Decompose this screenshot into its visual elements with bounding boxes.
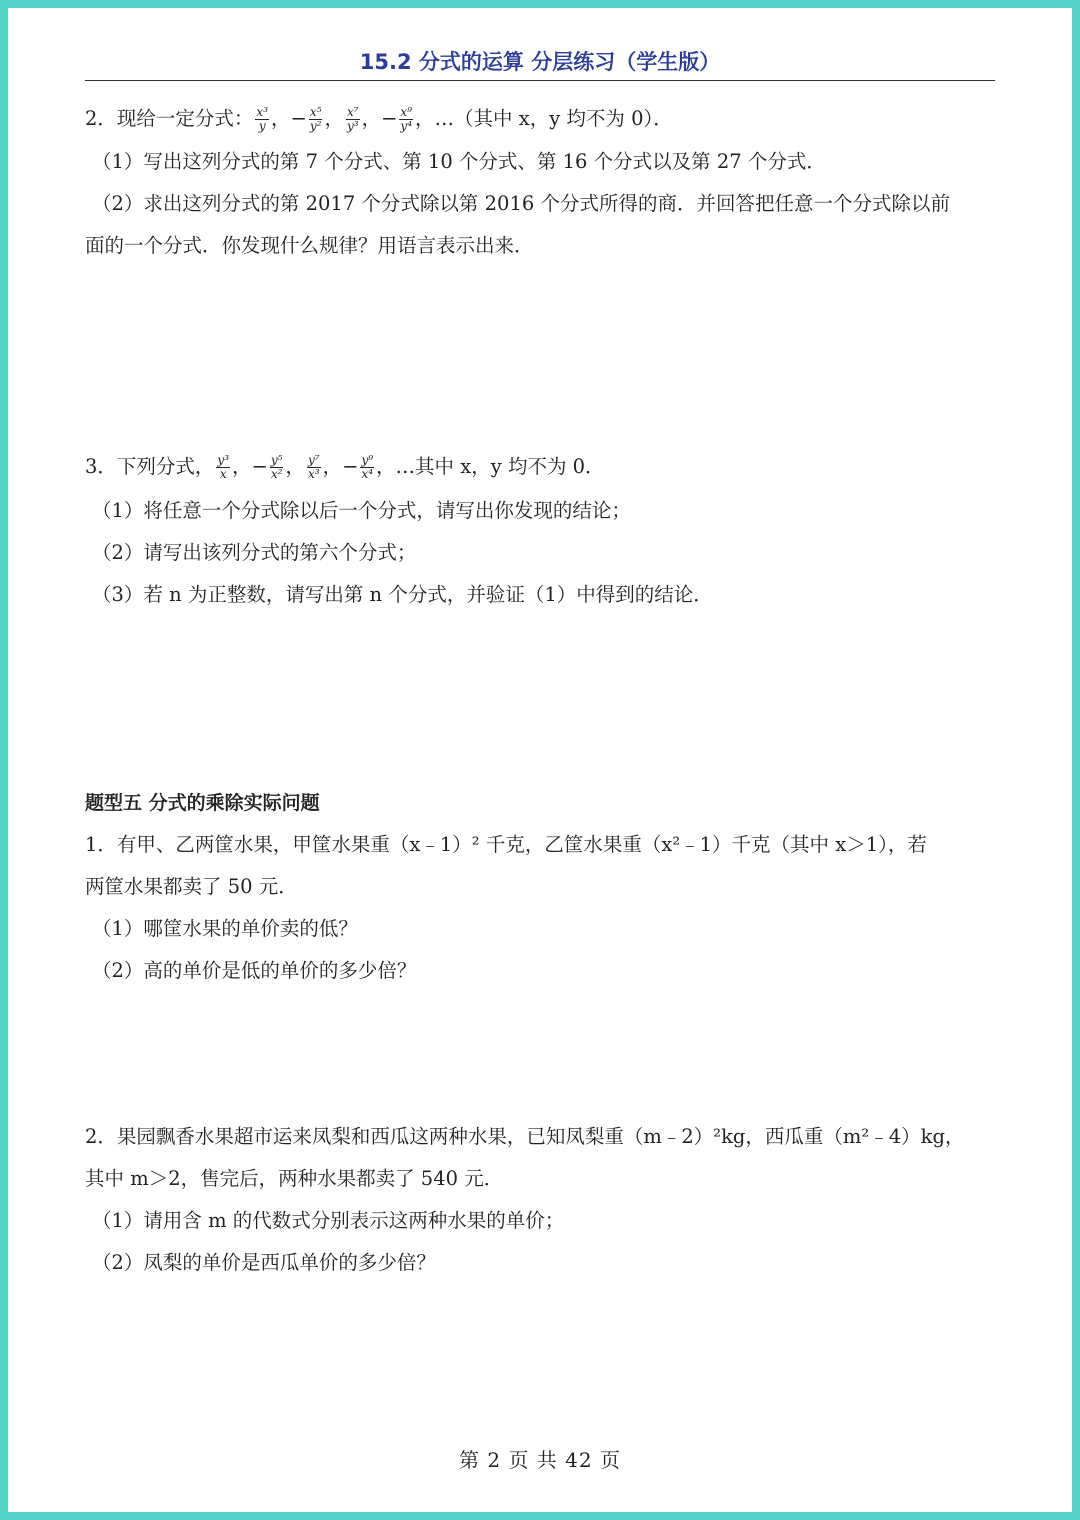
q2-part-1: （1）写出这列分式的第 7 个分式、第 10 个分式、第 16 个分式以及第 27 个分式． [92, 150, 826, 173]
s5-q1-part-2: （2）高的单价是低的单价的多少倍？ [92, 959, 417, 982]
page-title: 15.2 分式的运算 分层练习（学生版） [359, 50, 721, 74]
s5-q1-part-1: （1）哪筐水果的单价卖的低？ [92, 917, 358, 940]
q2-intro-line: 2．现给一定分式： $\frac{\text{x³}}{y}$ ，− $\frac{\text{x⁵}}{\text{y²}}$ ， $\frac{\text{x⁷}}{\text{y³}}$ ，− $\frac{\text{x⁹}}{\text{y⁴}}$ ，…（其中 x，y 均不为 0）． [85, 105, 673, 133]
q3-fraction-2: − $\frac{\text{y⁵}}{\text{x²}}$ [251, 453, 283, 481]
q3-part-3: （3）若 n 为正整数，请写出第 n 个分式，并验证（1）中得到的结论． [92, 583, 713, 606]
header-divider [85, 80, 995, 81]
q2-fraction-2: − $\frac{\text{x⁵}}{\text{y²}}$ [290, 105, 322, 133]
page-number: 第 2 页 共 42 页 [459, 1448, 621, 1472]
q2-fraction-1: $\frac{\text{x³}}{y}$ [256, 105, 268, 133]
q3-fraction-4: − $\frac{\text{y⁹}}{\text{x⁴}}$ [342, 453, 374, 481]
s5-q2-part-2: （2）凤梨的单价是西瓜单价的多少倍？ [92, 1251, 436, 1274]
q3-intro: 3．下列分式， [85, 455, 215, 478]
s5-q2-part-1: （1）请用含 m 的代数式分别表示这两种水果的单价； [92, 1209, 565, 1232]
q2-fraction-4: − $\frac{\text{x⁹}}{\text{y⁴}}$ [381, 105, 413, 133]
q3-part-1: （1）将任意一个分式除以后一个分式，请写出你发现的结论； [92, 499, 631, 522]
q3-part-2: （2）请写出该列分式的第六个分式； [92, 541, 417, 564]
s5-q2-line-2: 其中 m＞2，售完后，两种水果都卖了 540 元． [85, 1167, 504, 1190]
section-heading: 题型五 分式的乘除实际问题 [85, 792, 320, 814]
s5-q2-line-1: 2．果园飘香水果超市运来凤梨和西瓜这两种水果，已知凤梨重（m﹣2）²kg，西瓜重（m²﹣4）kg， [85, 1125, 965, 1148]
q3-fraction-1: $\frac{\text{y³}}{x}$ [217, 453, 230, 481]
q2-fraction-3: $\frac{\text{x⁷}}{\text{y³}}$ [346, 105, 359, 133]
q3-tail: ，…其中 x，y 均不为 0． [376, 455, 605, 478]
s5-q1-line-2: 两筐水果都卖了 50 元． [85, 875, 298, 898]
q2-intro: 2．现给一定分式： [85, 107, 254, 130]
q2-part-2-line-1: （2）求出这列分式的第 2017 个分式除以第 2016 个分式所得的商．并回答把任意一个分式除以前 [92, 192, 950, 215]
document-page [8, 8, 1072, 1512]
q3-intro-line: 3．下列分式， $\frac{\text{y³}}{x}$ ，− $\frac{\text{y⁵}}{\text{x²}}$ ， $\frac{\text{y⁷}}{\text{x³}}$ ，− $\frac{\text{y⁹}}{\text{x⁴}}$ ，…其中 x，y 均不为 0． [85, 453, 605, 481]
q2-tail: ，…（其中 x，y 均不为 0）． [415, 107, 673, 130]
q3-fraction-3: $\frac{\text{y⁷}}{\text{x³}}$ [307, 453, 320, 481]
s5-q1-line-1: 1．有甲、乙两筐水果，甲筐水果重（x﹣1）² 千克，乙筐水果重（x²﹣1）千克（其中 x＞1），若 [85, 833, 927, 856]
q2-part-2-line-2: 面的一个分式．你发现什么规律？用语言表示出来． [85, 234, 534, 257]
